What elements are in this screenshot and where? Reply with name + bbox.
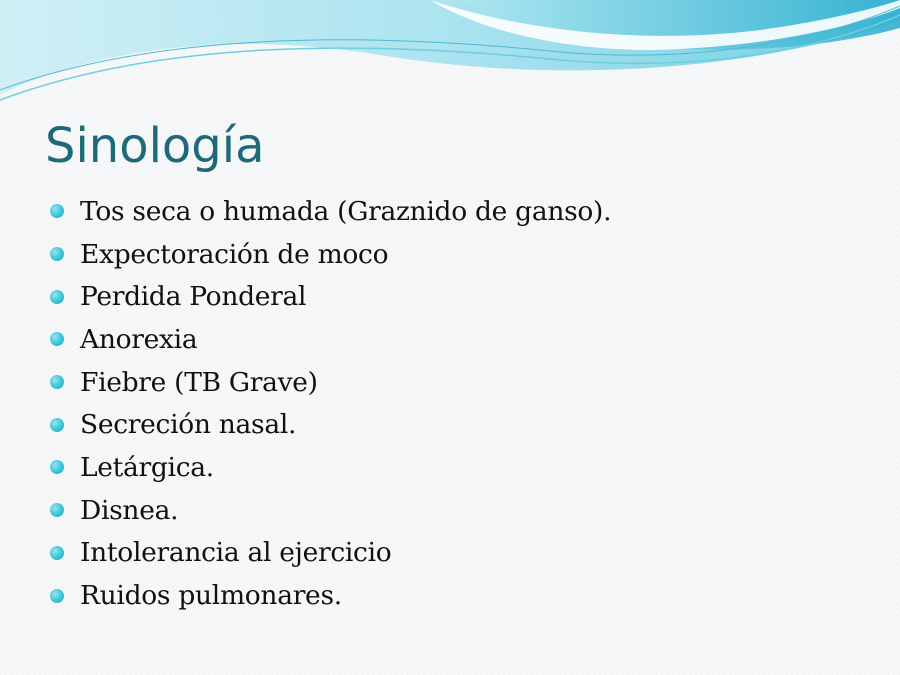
bullet-text: Secreción nasal. (80, 409, 297, 441)
bullet-dot-icon (50, 290, 64, 304)
bullet-dot-icon (50, 503, 64, 517)
bullet-dot-icon (50, 204, 64, 218)
bullet-text: Ruidos pulmonares. (80, 580, 342, 612)
bullet-text: Anorexia (80, 323, 198, 355)
list-item (50, 318, 611, 361)
bullet-text: Letárgica. (80, 451, 214, 483)
bullet-dot-icon (50, 247, 64, 261)
bullet-dot-icon (50, 546, 64, 560)
bullet-text: Perdida Ponderal (80, 281, 307, 313)
list-item (50, 275, 611, 318)
list-item (50, 574, 611, 617)
list-item (50, 489, 611, 532)
slide-title: Sinología (45, 118, 265, 174)
header-wave-decoration (0, 0, 900, 110)
bullet-text: Expectoración de moco (80, 238, 389, 270)
bullet-dot-icon (50, 332, 64, 346)
bullet-dot-icon (50, 418, 64, 432)
bullet-list (50, 190, 611, 617)
bullet-text: Tos seca o humada (Graznido de ganso). (80, 195, 612, 227)
bullet-dot-icon (50, 375, 64, 389)
list-item (50, 446, 611, 489)
list-item (50, 190, 611, 233)
bullet-text: Disnea. (80, 494, 179, 526)
list-item (50, 403, 611, 446)
bullet-dot-icon (50, 589, 64, 603)
list-item (50, 233, 611, 276)
list-item (50, 361, 611, 404)
bullet-dot-icon (50, 460, 64, 474)
list-item (50, 532, 611, 575)
bullet-text: Fiebre (TB Grave) (80, 366, 318, 398)
bullet-text: Intolerancia al ejercicio (80, 537, 392, 569)
